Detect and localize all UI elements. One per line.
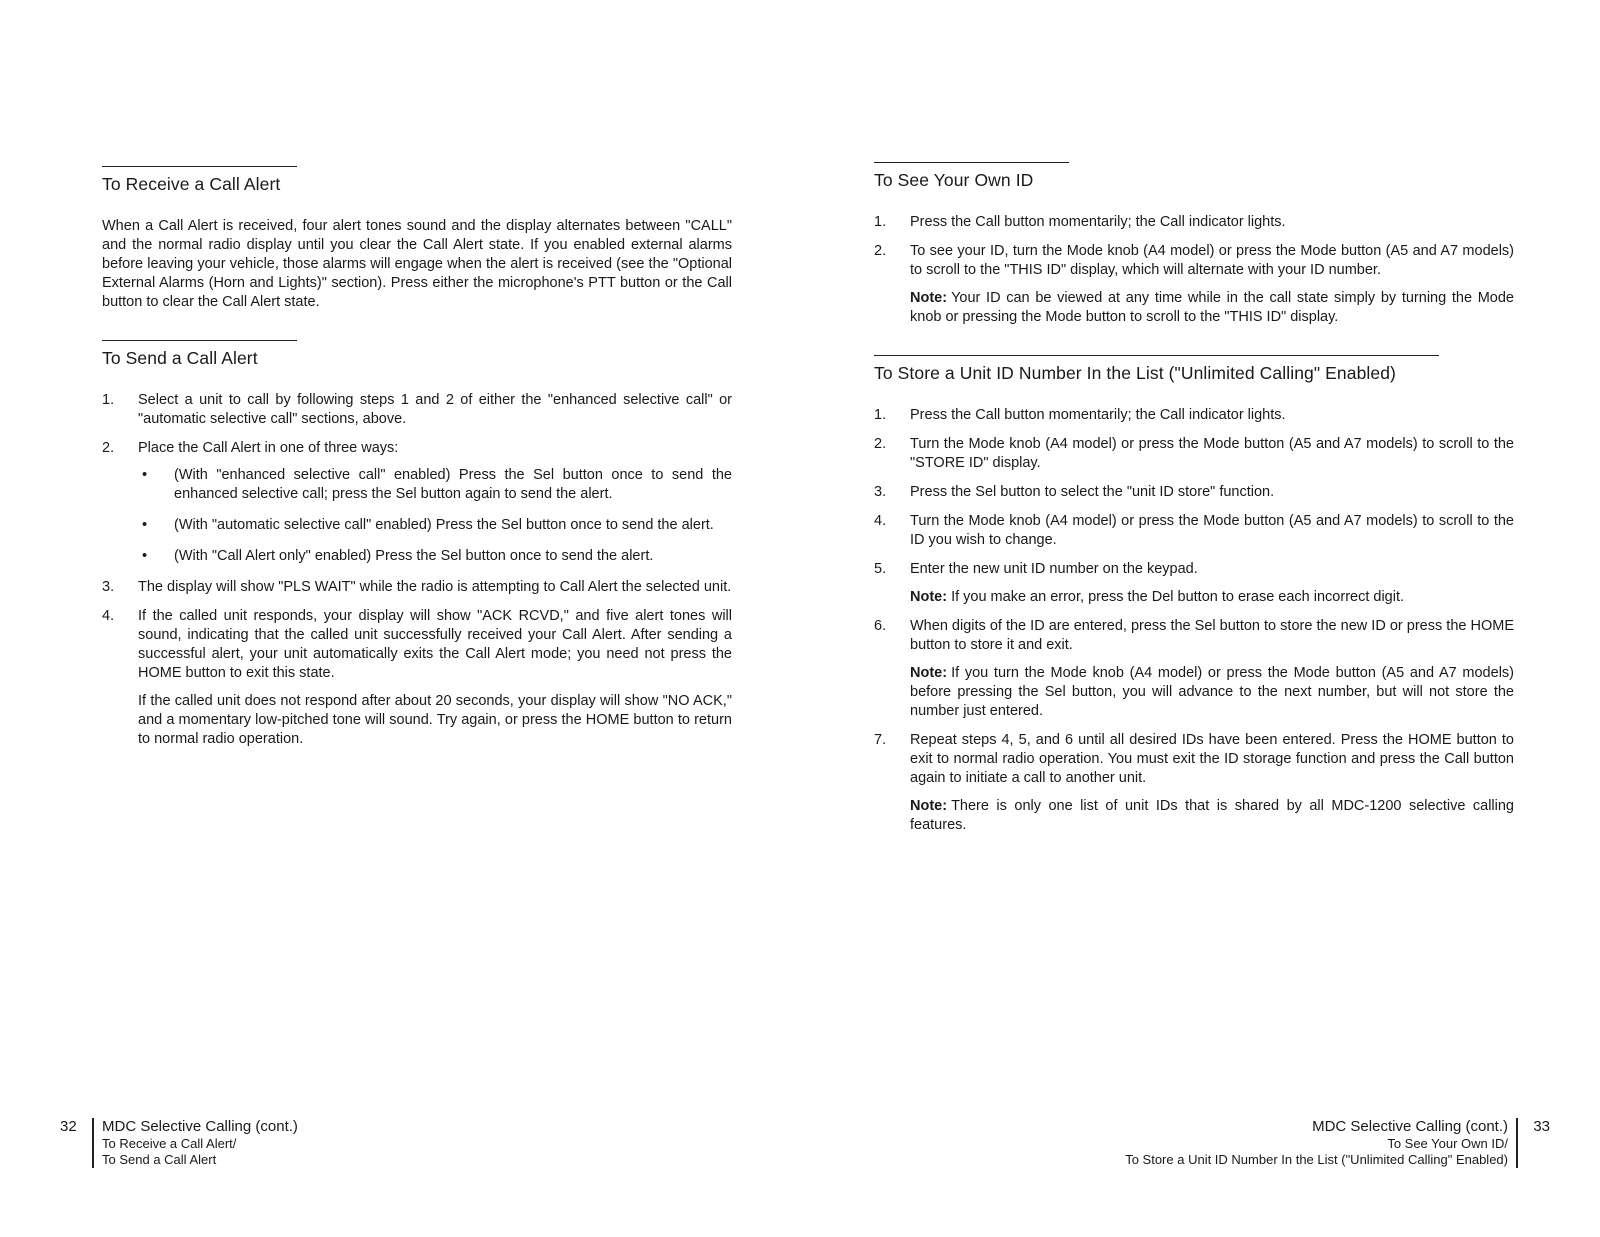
page-number: 33 bbox=[1533, 1118, 1550, 1135]
right-page bbox=[800, 0, 1600, 1237]
note-label: Note: bbox=[910, 290, 948, 306]
send-call-alert-section bbox=[102, 342, 732, 749]
step-text: To see your ID, turn the Mode knob (A4 model) or press the Mode button (A5 and A7 models) to scroll to the "THIS ID" display, which will alternate with your ID number. bbox=[910, 243, 1514, 278]
bullet-item: • (With "Call Alert only" enabled) Press the Sel button once to send the alert. bbox=[138, 547, 732, 566]
step-number: 5. bbox=[874, 561, 887, 577]
step-number: 1. bbox=[874, 214, 887, 230]
note-text: There is only one list of unit IDs that is shared by all MDC-1200 selective calling features. bbox=[910, 798, 1514, 833]
running-footer bbox=[92, 1118, 298, 1168]
note-label: Note: bbox=[910, 798, 948, 814]
note bbox=[910, 664, 1514, 721]
step-text: If the called unit responds, your display will show "ACK RCVD," and five alert tones will sound, indicating that the called unit successfully received your Call Alert. After sending a successful alert, your unit automatically exits the Call Alert mode; you need not press the HOME button to exit this state. bbox=[138, 608, 732, 681]
step-list bbox=[874, 213, 1514, 327]
step-text: Press the Call button momentarily; the Call indicator lights. bbox=[910, 214, 1286, 230]
step-text: Turn the Mode knob (A4 model) or press the Mode button (A5 and A7 models) to scroll to the "STORE ID" display. bbox=[910, 436, 1514, 471]
right-column bbox=[874, 164, 1514, 865]
note bbox=[910, 797, 1514, 835]
step-list bbox=[874, 406, 1514, 835]
footer-line: To Store a Unit ID Number In the List ("Unlimited Calling" Enabled) bbox=[1125, 1152, 1508, 1167]
section-heading: To See Your Own ID bbox=[874, 164, 1514, 191]
step-number: 4. bbox=[874, 513, 887, 529]
step-text: When digits of the ID are entered, press the Sel button to store the new ID or press the HOME button to store it and exit. bbox=[910, 618, 1514, 653]
step-list bbox=[102, 391, 732, 749]
receive-call-alert-section bbox=[102, 168, 732, 312]
step-item bbox=[102, 578, 732, 597]
right-footer bbox=[1125, 1118, 1550, 1168]
step-item bbox=[874, 731, 1514, 835]
step-number: 2. bbox=[874, 436, 887, 452]
section-heading: To Send a Call Alert bbox=[102, 342, 732, 369]
step-item bbox=[874, 406, 1514, 425]
step-item bbox=[102, 439, 732, 566]
step-text: Select a unit to call by following steps 1 and 2 of either the "enhanced selective call" or "automatic selective call" sections, above. bbox=[138, 392, 732, 427]
step-item bbox=[874, 242, 1514, 327]
step-subtext: If the called unit does not respond after about 20 seconds, your display will show "NO ACK," and a momentary low-pitched tone will sound. Try again, or press the HOME button to return to normal radio operation. bbox=[138, 693, 732, 747]
step-number: 1. bbox=[102, 392, 115, 408]
step-text: Press the Sel button to select the "unit ID store" function. bbox=[910, 484, 1275, 500]
running-footer bbox=[1125, 1118, 1518, 1168]
note-label: Note: bbox=[910, 589, 948, 605]
note-text: If you turn the Mode knob (A4 model) or press the Mode button (A5 and A7 models) before pressing the Sel button, you will advance to the next number, but will not store the number just entered. bbox=[910, 665, 1514, 719]
paragraph: When a Call Alert is received, four alert tones sound and the display alternates between "CALL" and the normal radio display until you clear the Call Alert state. If you enabled external alarms before leaving your vehicle, those alarms will engage when the alert is received (see the "Optional External Alarms (Horn and Lights)" section). Press either the microphone's PTT button or the Call button to clear the Call Alert state. bbox=[102, 218, 732, 310]
store-unit-id-section bbox=[874, 357, 1514, 835]
section-heading: To Receive a Call Alert bbox=[102, 168, 732, 195]
step-text: The display will show "PLS WAIT" while the radio is attempting to Call Alert the selected unit. bbox=[138, 579, 732, 595]
step-item bbox=[102, 607, 732, 749]
footer-title: MDC Selective Calling (cont.) bbox=[102, 1118, 298, 1135]
step-item bbox=[874, 435, 1514, 473]
step-text: Press the Call button momentarily; the Call indicator lights. bbox=[910, 407, 1286, 423]
step-text: Enter the new unit ID number on the keypad. bbox=[910, 561, 1198, 577]
step-item bbox=[874, 213, 1514, 232]
note-label: Note: bbox=[910, 665, 948, 681]
step-text: Place the Call Alert in one of three ways: bbox=[138, 440, 399, 456]
step-number: 1. bbox=[874, 407, 887, 423]
note-text: Your ID can be viewed at any time while in the call state simply by turning the Mode knob or pressing the Mode button to scroll to the "THIS ID" display. bbox=[910, 290, 1514, 325]
step-item bbox=[874, 560, 1514, 607]
left-footer bbox=[60, 1118, 298, 1168]
step-item bbox=[874, 617, 1514, 721]
footer-line: To Send a Call Alert bbox=[102, 1152, 217, 1167]
footer-title: MDC Selective Calling (cont.) bbox=[1312, 1118, 1508, 1135]
see-own-id-section bbox=[874, 164, 1514, 327]
bullet-item: • (With "automatic selective call" enabled) Press the Sel button once to send the alert. bbox=[138, 516, 732, 535]
note-text: If you make an error, press the Del button to erase each incorrect digit. bbox=[951, 589, 1405, 605]
section-heading: To Store a Unit ID Number In the List ("Unlimited Calling" Enabled) bbox=[874, 357, 1514, 384]
step-item bbox=[874, 512, 1514, 550]
step-text: Turn the Mode knob (A4 model) or press the Mode button (A5 and A7 models) to scroll to the ID you wish to change. bbox=[910, 513, 1514, 548]
left-column bbox=[102, 168, 732, 779]
step-number: 7. bbox=[874, 732, 887, 748]
step-number: 2. bbox=[874, 243, 887, 259]
page-number: 32 bbox=[60, 1118, 77, 1135]
note bbox=[910, 289, 1514, 327]
step-item bbox=[874, 483, 1514, 502]
bullet-item: • (With "enhanced selective call" enabled) Press the Sel button once to send the enhanced selective call; press the Sel button again to send the alert. bbox=[138, 466, 732, 504]
note bbox=[910, 588, 1514, 607]
step-number: 4. bbox=[102, 608, 115, 624]
step-number: 2. bbox=[102, 440, 115, 456]
step-number: 3. bbox=[102, 579, 115, 595]
bullet-list bbox=[138, 466, 732, 566]
step-number: 6. bbox=[874, 618, 887, 634]
step-number: 3. bbox=[874, 484, 887, 500]
footer-line: To See Your Own ID/ bbox=[1387, 1136, 1508, 1151]
step-text: Repeat steps 4, 5, and 6 until all desired IDs have been entered. Press the HOME button to exit to normal radio operation. You must exit the ID storage function and press the Call button again to initiate a call to another unit. bbox=[910, 732, 1514, 786]
footer-line: To Receive a Call Alert/ bbox=[102, 1136, 237, 1151]
step-item bbox=[102, 391, 732, 429]
